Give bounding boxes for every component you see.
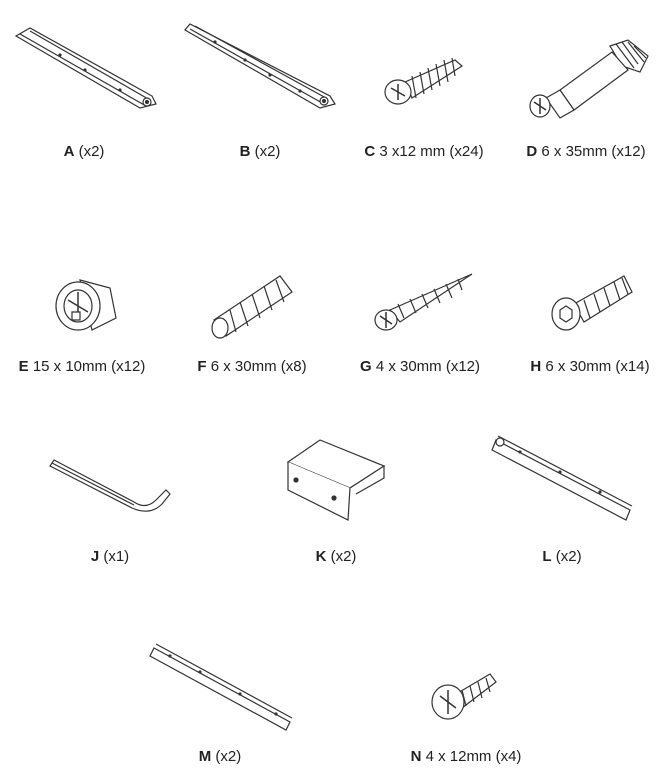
part-k-label: K (x2): [315, 548, 357, 565]
part-f-label: F 6 x 30mm (x8): [197, 358, 307, 375]
part-e-label: E 15 x 10mm (x12): [18, 358, 146, 375]
part-m-label: M (x2): [198, 748, 242, 765]
part-l-label: L (x2): [542, 548, 582, 565]
part-h-label: H 6 x 30mm (x14): [530, 358, 650, 375]
part-g-label: G 4 x 30mm (x12): [359, 358, 481, 375]
part-d-label: D 6 x 35mm (x12): [526, 143, 646, 160]
part-n-label: N 4 x 12mm (x4): [410, 748, 522, 765]
part-b-label: B (x2): [239, 143, 281, 160]
part-c-label: C 3 x12 mm (x24): [364, 143, 484, 160]
part-j-label: J (x1): [90, 548, 130, 565]
part-a-label: A (x2): [63, 143, 105, 160]
